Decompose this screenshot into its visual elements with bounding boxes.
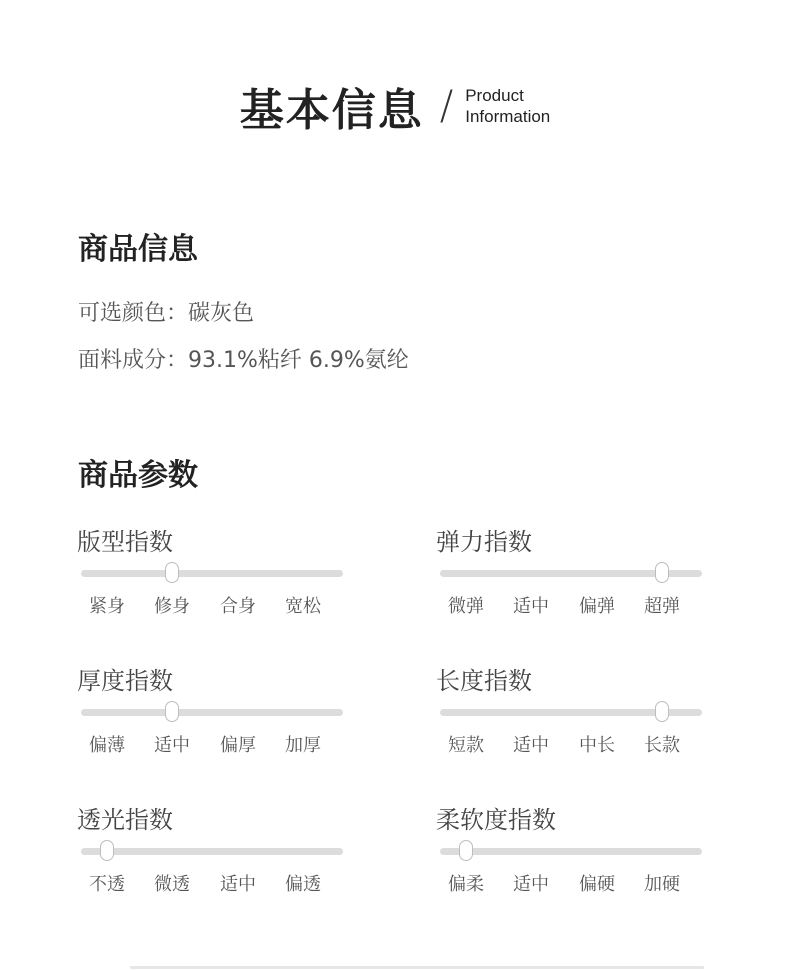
header-title-cn: 基本信息 xyxy=(239,85,424,136)
param-tick: 适中 xyxy=(513,596,549,617)
param-ticks xyxy=(440,870,702,894)
param-slider-thumb xyxy=(165,701,179,722)
param-elasticity xyxy=(436,522,704,617)
param-thickness xyxy=(77,661,345,756)
param-tick: 微透 xyxy=(154,874,190,895)
header-title-en-line1: Product xyxy=(465,86,524,105)
param-tick: 修身 xyxy=(154,596,190,617)
bottom-divider xyxy=(130,966,704,969)
param-slider-track xyxy=(81,570,343,577)
param-name: 透光指数 xyxy=(77,806,173,834)
param-ticks xyxy=(81,592,343,616)
param-name: 长度指数 xyxy=(436,667,532,695)
param-tick: 适中 xyxy=(513,735,549,756)
param-transparency xyxy=(77,800,345,895)
param-tick: 合身 xyxy=(220,596,256,617)
param-fit xyxy=(77,522,345,617)
param-slider-track xyxy=(81,848,343,855)
param-ticks xyxy=(81,731,343,755)
param-tick: 宽松 xyxy=(285,596,321,617)
param-tick: 短款 xyxy=(448,735,484,756)
param-name: 柔软度指数 xyxy=(436,806,556,834)
param-slider-thumb xyxy=(100,840,114,861)
param-ticks xyxy=(440,592,702,616)
param-slider-track xyxy=(440,709,702,716)
param-tick: 超弹 xyxy=(644,596,680,617)
param-tick: 偏柔 xyxy=(448,874,484,895)
param-name: 版型指数 xyxy=(77,528,173,556)
param-slider-thumb xyxy=(165,562,179,583)
param-tick: 紧身 xyxy=(89,596,125,617)
param-tick: 加厚 xyxy=(285,735,321,756)
param-slider-thumb xyxy=(655,701,669,722)
param-tick: 偏薄 xyxy=(89,735,125,756)
param-tick: 偏厚 xyxy=(220,735,256,756)
param-tick: 适中 xyxy=(154,735,190,756)
param-tick: 偏透 xyxy=(285,874,321,895)
param-tick: 中长 xyxy=(579,735,615,756)
param-name: 弹力指数 xyxy=(436,528,532,556)
param-tick: 偏硬 xyxy=(579,874,615,895)
param-tick: 偏弹 xyxy=(579,596,615,617)
material-line: 面料成分：93.1%粘纤 6.9%氨纶 xyxy=(78,348,409,373)
param-tick: 加硬 xyxy=(644,874,680,895)
param-softness xyxy=(436,800,704,895)
header-slash: / xyxy=(439,83,454,129)
header-title-en xyxy=(465,85,550,127)
param-tick: 不透 xyxy=(89,874,125,895)
param-slider-thumb xyxy=(655,562,669,583)
param-slider-track xyxy=(440,570,702,577)
param-slider-track xyxy=(81,709,343,716)
header-title-en-line2: Information xyxy=(465,107,551,126)
product-info-title: 商品信息 xyxy=(78,232,198,267)
param-name: 厚度指数 xyxy=(77,667,173,695)
param-ticks xyxy=(81,870,343,894)
param-tick: 适中 xyxy=(513,874,549,895)
color-line: 可选颜色：碳灰色 xyxy=(78,301,255,326)
param-tick: 适中 xyxy=(220,874,256,895)
param-slider-track xyxy=(440,848,702,855)
param-length xyxy=(436,661,704,756)
param-tick: 微弹 xyxy=(448,596,484,617)
param-ticks xyxy=(440,731,702,755)
params-title: 商品参数 xyxy=(78,458,198,493)
page-header xyxy=(0,74,790,138)
param-tick: 长款 xyxy=(644,735,680,756)
param-slider-thumb xyxy=(459,840,473,861)
